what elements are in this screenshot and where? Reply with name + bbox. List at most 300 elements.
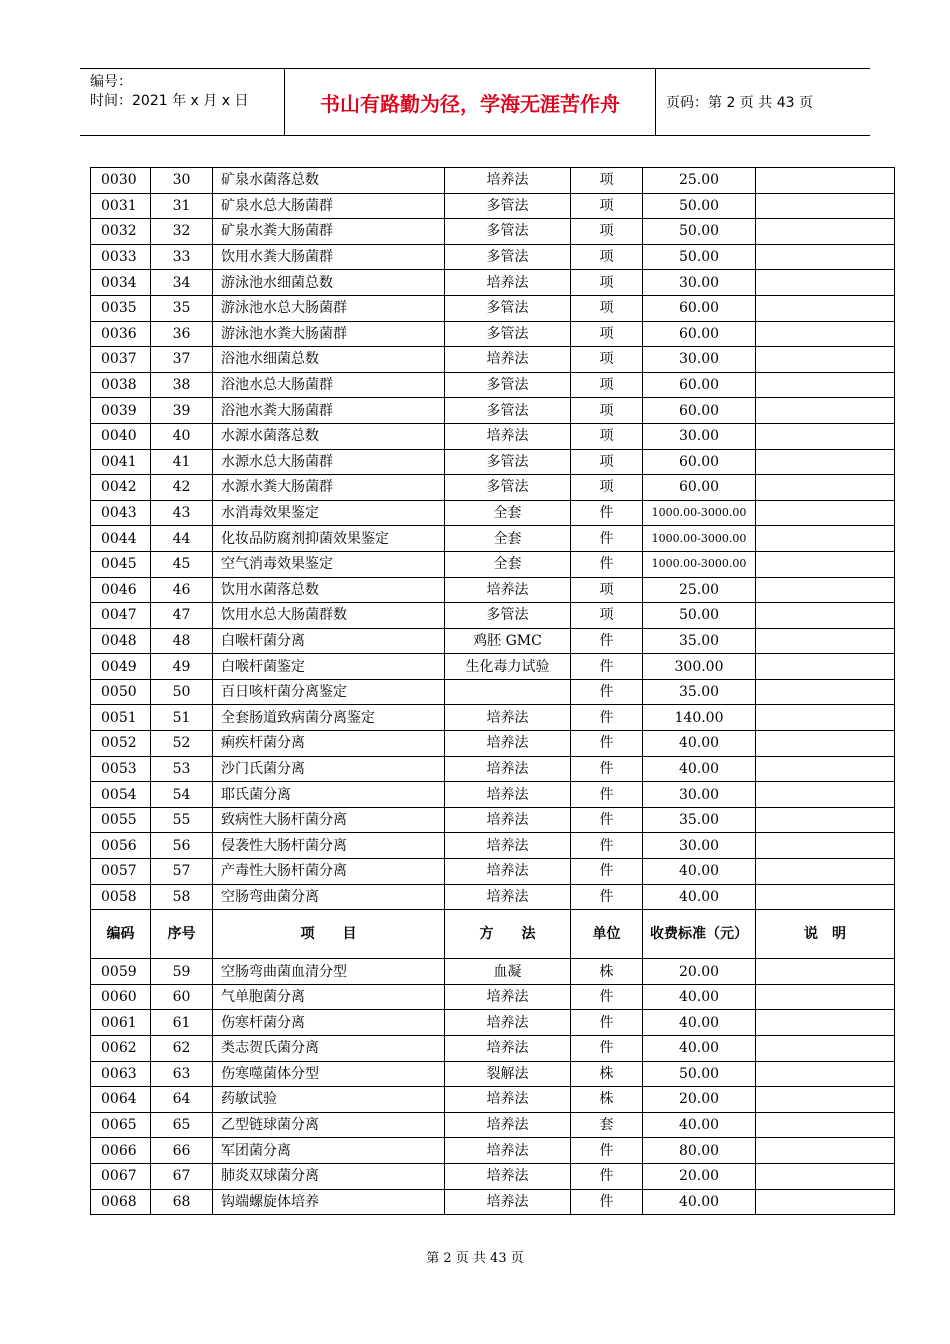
cell-method: 多管法 — [445, 475, 571, 501]
cell-item: 沙门氏菌分离 — [213, 756, 445, 782]
cell-fee: 40.00 — [643, 731, 756, 757]
table-row — [91, 782, 895, 808]
cell-item: 饮用水粪大肠菌群 — [213, 244, 445, 270]
cell-code: 0065 — [91, 1112, 151, 1138]
table-row — [91, 884, 895, 910]
cell-seq: 45 — [151, 551, 213, 577]
cell-code: 0059 — [91, 959, 151, 985]
cell-code: 0048 — [91, 628, 151, 654]
cell-seq: 30 — [151, 168, 213, 194]
cell-unit: 项 — [571, 449, 643, 475]
cell-fee: 35.00 — [643, 807, 756, 833]
cell-code: 0042 — [91, 475, 151, 501]
cell-note — [756, 807, 895, 833]
cell-method: 生化毒力试验 — [445, 654, 571, 680]
cell-unit: 件 — [571, 731, 643, 757]
cell-note — [756, 1138, 895, 1164]
cell-fee: 60.00 — [643, 295, 756, 321]
cell-note — [756, 551, 895, 577]
cell-code: 0043 — [91, 500, 151, 526]
cell-unit: 项 — [571, 475, 643, 501]
cell-fee: 40.00 — [643, 1010, 756, 1036]
cell-fee: 30.00 — [643, 833, 756, 859]
table-row — [91, 603, 895, 629]
cell-fee: 1000.00-3000.00 — [643, 526, 756, 552]
cell-code: 0040 — [91, 423, 151, 449]
cell-note — [756, 833, 895, 859]
cell-code: 0056 — [91, 833, 151, 859]
table-body-top — [91, 168, 895, 910]
cell-code: 0045 — [91, 551, 151, 577]
table-row — [91, 959, 895, 985]
cell-unit: 件 — [571, 1163, 643, 1189]
cell-unit: 项 — [571, 168, 643, 194]
cell-fee: 30.00 — [643, 423, 756, 449]
cell-item: 游泳池水粪大肠菌群 — [213, 321, 445, 347]
cell-note — [756, 1010, 895, 1036]
cell-fee: 60.00 — [643, 372, 756, 398]
cell-seq: 64 — [151, 1087, 213, 1113]
cell-method: 多管法 — [445, 398, 571, 424]
cell-item: 水源水粪大肠菌群 — [213, 475, 445, 501]
cell-item: 化妆品防腐剂抑菌效果鉴定 — [213, 526, 445, 552]
cell-unit: 件 — [571, 551, 643, 577]
cell-seq: 62 — [151, 1036, 213, 1062]
cell-item: 浴池水粪大肠菌群 — [213, 398, 445, 424]
cell-seq: 59 — [151, 959, 213, 985]
cell-item: 白喉杆菌分离 — [213, 628, 445, 654]
cell-item: 白喉杆菌鉴定 — [213, 654, 445, 680]
table-row — [91, 859, 895, 885]
cell-seq: 34 — [151, 270, 213, 296]
cell-note — [756, 603, 895, 629]
cell-seq: 55 — [151, 807, 213, 833]
cell-seq: 35 — [151, 295, 213, 321]
cell-seq: 68 — [151, 1189, 213, 1215]
header-meta — [80, 69, 284, 135]
cell-fee: 20.00 — [643, 959, 756, 985]
cell-note — [756, 449, 895, 475]
cell-seq: 46 — [151, 577, 213, 603]
table-row — [91, 449, 895, 475]
page-header — [80, 68, 870, 136]
table-row — [91, 321, 895, 347]
cell-unit: 项 — [571, 577, 643, 603]
cell-unit: 件 — [571, 679, 643, 705]
cell-unit: 项 — [571, 423, 643, 449]
cell-fee: 1000.00-3000.00 — [643, 551, 756, 577]
table-row — [91, 347, 895, 373]
cell-method: 培养法 — [445, 270, 571, 296]
cell-seq: 38 — [151, 372, 213, 398]
cell-unit: 件 — [571, 526, 643, 552]
table-row — [91, 1010, 895, 1036]
cell-code: 0039 — [91, 398, 151, 424]
table-row — [91, 1036, 895, 1062]
cell-seq: 40 — [151, 423, 213, 449]
cell-item: 游泳池水总大肠菌群 — [213, 295, 445, 321]
cell-method: 多管法 — [445, 372, 571, 398]
col-header-seq: 序号 — [151, 910, 213, 959]
cell-item: 水源水总大肠菌群 — [213, 449, 445, 475]
cell-method: 多管法 — [445, 603, 571, 629]
col-header-unit: 单位 — [571, 910, 643, 959]
cell-method: 培养法 — [445, 782, 571, 808]
cell-seq: 36 — [151, 321, 213, 347]
table-header-row-group — [91, 910, 895, 959]
cell-note — [756, 1189, 895, 1215]
cell-note — [756, 705, 895, 731]
cell-fee: 25.00 — [643, 168, 756, 194]
cell-method: 裂解法 — [445, 1061, 571, 1087]
cell-method: 多管法 — [445, 193, 571, 219]
cell-code: 0050 — [91, 679, 151, 705]
cell-code: 0062 — [91, 1036, 151, 1062]
cell-item: 肺炎双球菌分离 — [213, 1163, 445, 1189]
cell-method: 培养法 — [445, 577, 571, 603]
cell-item: 浴池水细菌总数 — [213, 347, 445, 373]
cell-code: 0032 — [91, 219, 151, 245]
cell-fee: 50.00 — [643, 193, 756, 219]
cell-item: 矿泉水总大肠菌群 — [213, 193, 445, 219]
table-row — [91, 628, 895, 654]
cell-fee: 30.00 — [643, 270, 756, 296]
col-header-fee-text: 收费标准（元） — [650, 926, 748, 943]
cell-item: 侵袭性大肠杆菌分离 — [213, 833, 445, 859]
cell-unit: 套 — [571, 1112, 643, 1138]
cell-method: 培养法 — [445, 1036, 571, 1062]
cell-note — [756, 500, 895, 526]
cell-unit: 件 — [571, 884, 643, 910]
cell-unit: 件 — [571, 1189, 643, 1215]
cell-unit: 件 — [571, 859, 643, 885]
cell-code: 0054 — [91, 782, 151, 808]
cell-seq: 53 — [151, 756, 213, 782]
code-label: 编号： — [90, 74, 132, 90]
table-row — [91, 1189, 895, 1215]
cell-seq: 65 — [151, 1112, 213, 1138]
table-row — [91, 984, 895, 1010]
cell-code: 0063 — [91, 1061, 151, 1087]
cell-method: 多管法 — [445, 219, 571, 245]
cell-fee: 60.00 — [643, 398, 756, 424]
time-label: 时间：2021 年 x 月 x 日 — [90, 93, 249, 109]
table-row — [91, 244, 895, 270]
cell-fee: 40.00 — [643, 1112, 756, 1138]
cell-seq: 42 — [151, 475, 213, 501]
cell-code: 0061 — [91, 1010, 151, 1036]
cell-method: 全套 — [445, 551, 571, 577]
cell-item: 伤寒杆菌分离 — [213, 1010, 445, 1036]
fee-table — [90, 167, 895, 1215]
table-row — [91, 731, 895, 757]
cell-seq: 67 — [151, 1163, 213, 1189]
cell-note — [756, 270, 895, 296]
cell-code: 0051 — [91, 705, 151, 731]
cell-method: 培养法 — [445, 1163, 571, 1189]
cell-seq: 57 — [151, 859, 213, 885]
cell-unit: 项 — [571, 270, 643, 296]
cell-method: 鸡胚 GMC — [445, 628, 571, 654]
table-row — [91, 679, 895, 705]
column-header-row — [91, 910, 895, 959]
cell-note — [756, 168, 895, 194]
cell-unit: 件 — [571, 984, 643, 1010]
cell-code: 0047 — [91, 603, 151, 629]
cell-item: 乙型链球菌分离 — [213, 1112, 445, 1138]
cell-code: 0031 — [91, 193, 151, 219]
cell-item: 气单胞菌分离 — [213, 984, 445, 1010]
table-row — [91, 1138, 895, 1164]
cell-note — [756, 1036, 895, 1062]
cell-unit: 件 — [571, 833, 643, 859]
cell-method: 培养法 — [445, 1138, 571, 1164]
cell-seq: 39 — [151, 398, 213, 424]
cell-method: 培养法 — [445, 859, 571, 885]
cell-method: 血凝 — [445, 959, 571, 985]
cell-code: 0066 — [91, 1138, 151, 1164]
col-header-method: 方 法 — [445, 910, 571, 959]
cell-seq: 41 — [151, 449, 213, 475]
cell-note — [756, 526, 895, 552]
cell-code: 0049 — [91, 654, 151, 680]
cell-item: 饮用水菌落总数 — [213, 577, 445, 603]
cell-seq: 33 — [151, 244, 213, 270]
cell-fee: 20.00 — [643, 1087, 756, 1113]
cell-item: 游泳池水细菌总数 — [213, 270, 445, 296]
cell-unit: 项 — [571, 347, 643, 373]
cell-unit: 件 — [571, 756, 643, 782]
cell-fee: 40.00 — [643, 984, 756, 1010]
cell-code: 0055 — [91, 807, 151, 833]
cell-method: 培养法 — [445, 731, 571, 757]
cell-method: 培养法 — [445, 833, 571, 859]
cell-method: 培养法 — [445, 168, 571, 194]
cell-note — [756, 398, 895, 424]
cell-note — [756, 859, 895, 885]
cell-code: 0033 — [91, 244, 151, 270]
cell-fee: 20.00 — [643, 1163, 756, 1189]
cell-method: 培养法 — [445, 1112, 571, 1138]
table-row — [91, 1163, 895, 1189]
cell-fee: 300.00 — [643, 654, 756, 680]
cell-unit: 件 — [571, 1036, 643, 1062]
cell-method: 培养法 — [445, 1010, 571, 1036]
page-footer: 第 2 页 共 43 页 — [426, 1251, 524, 1266]
cell-seq: 44 — [151, 526, 213, 552]
table-row — [91, 705, 895, 731]
cell-fee: 50.00 — [643, 1061, 756, 1087]
cell-fee: 60.00 — [643, 321, 756, 347]
cell-seq: 51 — [151, 705, 213, 731]
table-row — [91, 756, 895, 782]
table-row — [91, 219, 895, 245]
cell-fee: 40.00 — [643, 1189, 756, 1215]
cell-note — [756, 295, 895, 321]
cell-unit: 项 — [571, 398, 643, 424]
cell-unit: 件 — [571, 500, 643, 526]
table-row — [91, 193, 895, 219]
col-header-item: 项 目 — [213, 910, 445, 959]
cell-code: 0068 — [91, 1189, 151, 1215]
cell-seq: 37 — [151, 347, 213, 373]
cell-method: 多管法 — [445, 449, 571, 475]
cell-unit: 株 — [571, 1061, 643, 1087]
cell-unit: 项 — [571, 295, 643, 321]
table-row — [91, 398, 895, 424]
cell-fee: 40.00 — [643, 1036, 756, 1062]
cell-seq: 66 — [151, 1138, 213, 1164]
table-row — [91, 500, 895, 526]
cell-item: 空气消毒效果鉴定 — [213, 551, 445, 577]
cell-seq: 31 — [151, 193, 213, 219]
cell-code: 0038 — [91, 372, 151, 398]
cell-note — [756, 959, 895, 985]
cell-note — [756, 321, 895, 347]
cell-note — [756, 731, 895, 757]
col-header-note: 说 明 — [756, 910, 895, 959]
cell-item: 钩端螺旋体培养 — [213, 1189, 445, 1215]
cell-fee: 1000.00-3000.00 — [643, 500, 756, 526]
table-body-bottom — [91, 959, 895, 1215]
cell-code: 0057 — [91, 859, 151, 885]
table-row — [91, 168, 895, 194]
cell-method: 培养法 — [445, 1087, 571, 1113]
cell-item: 致病性大肠杆菌分离 — [213, 807, 445, 833]
cell-code: 0060 — [91, 984, 151, 1010]
cell-fee: 60.00 — [643, 475, 756, 501]
cell-unit: 项 — [571, 603, 643, 629]
cell-fee: 80.00 — [643, 1138, 756, 1164]
cell-code: 0058 — [91, 884, 151, 910]
cell-code: 0052 — [91, 731, 151, 757]
cell-item: 类志贺氏菌分离 — [213, 1036, 445, 1062]
cell-seq: 52 — [151, 731, 213, 757]
table-row — [91, 1087, 895, 1113]
cell-code: 0064 — [91, 1087, 151, 1113]
cell-unit: 件 — [571, 1138, 643, 1164]
table-row — [91, 423, 895, 449]
table-row — [91, 372, 895, 398]
cell-method: 全套 — [445, 526, 571, 552]
cell-item: 水消毒效果鉴定 — [213, 500, 445, 526]
cell-seq: 60 — [151, 984, 213, 1010]
cell-fee: 40.00 — [643, 756, 756, 782]
cell-fee: 60.00 — [643, 449, 756, 475]
cell-method: 多管法 — [445, 244, 571, 270]
cell-item: 空肠弯曲菌血清分型 — [213, 959, 445, 985]
cell-fee: 30.00 — [643, 782, 756, 808]
cell-note — [756, 756, 895, 782]
cell-method: 多管法 — [445, 295, 571, 321]
cell-fee: 50.00 — [643, 244, 756, 270]
cell-unit: 件 — [571, 807, 643, 833]
table-row — [91, 526, 895, 552]
cell-code: 0036 — [91, 321, 151, 347]
cell-item: 矿泉水菌落总数 — [213, 168, 445, 194]
cell-item: 浴池水总大肠菌群 — [213, 372, 445, 398]
cell-fee: 140.00 — [643, 705, 756, 731]
cell-code: 0046 — [91, 577, 151, 603]
cell-method: 培养法 — [445, 756, 571, 782]
cell-method: 全套 — [445, 500, 571, 526]
cell-seq: 47 — [151, 603, 213, 629]
cell-code: 0034 — [91, 270, 151, 296]
cell-fee: 35.00 — [643, 679, 756, 705]
cell-code: 0030 — [91, 168, 151, 194]
table-row — [91, 270, 895, 296]
cell-unit: 件 — [571, 654, 643, 680]
cell-fee: 50.00 — [643, 603, 756, 629]
cell-unit: 项 — [571, 219, 643, 245]
cell-fee: 40.00 — [643, 884, 756, 910]
cell-note — [756, 884, 895, 910]
cell-item: 矿泉水粪大肠菌群 — [213, 219, 445, 245]
cell-fee: 50.00 — [643, 219, 756, 245]
cell-method: 培养法 — [445, 884, 571, 910]
cell-item: 军团菌分离 — [213, 1138, 445, 1164]
table-row — [91, 551, 895, 577]
cell-fee: 30.00 — [643, 347, 756, 373]
cell-unit: 项 — [571, 193, 643, 219]
cell-note — [756, 193, 895, 219]
cell-item: 耶氏菌分离 — [213, 782, 445, 808]
table-row — [91, 833, 895, 859]
cell-seq: 63 — [151, 1061, 213, 1087]
cell-method: 培养法 — [445, 1189, 571, 1215]
cell-method: 培养法 — [445, 807, 571, 833]
cell-item: 药敏试验 — [213, 1087, 445, 1113]
cell-seq: 54 — [151, 782, 213, 808]
cell-unit: 项 — [571, 244, 643, 270]
cell-method: 培养法 — [445, 347, 571, 373]
table-row — [91, 475, 895, 501]
cell-seq: 58 — [151, 884, 213, 910]
cell-note — [756, 347, 895, 373]
cell-code: 0044 — [91, 526, 151, 552]
cell-code: 0041 — [91, 449, 151, 475]
header-motto: 书山有路勤为径，学海无涯苦作舟 — [284, 69, 656, 135]
cell-unit: 件 — [571, 705, 643, 731]
cell-code: 0035 — [91, 295, 151, 321]
col-header-code: 编码 — [91, 910, 151, 959]
table-row — [91, 295, 895, 321]
cell-method: 培养法 — [445, 705, 571, 731]
cell-note — [756, 372, 895, 398]
cell-unit: 项 — [571, 321, 643, 347]
cell-seq: 32 — [151, 219, 213, 245]
cell-unit: 株 — [571, 1087, 643, 1113]
cell-fee: 25.00 — [643, 577, 756, 603]
cell-seq: 49 — [151, 654, 213, 680]
cell-item: 百日咳杆菌分离鉴定 — [213, 679, 445, 705]
cell-code: 0067 — [91, 1163, 151, 1189]
cell-note — [756, 654, 895, 680]
cell-note — [756, 679, 895, 705]
cell-note — [756, 628, 895, 654]
table-row — [91, 654, 895, 680]
cell-item: 产毒性大肠杆菌分离 — [213, 859, 445, 885]
cell-seq: 56 — [151, 833, 213, 859]
cell-fee: 40.00 — [643, 859, 756, 885]
cell-note — [756, 423, 895, 449]
cell-unit: 项 — [571, 372, 643, 398]
cell-code: 0053 — [91, 756, 151, 782]
cell-code: 0037 — [91, 347, 151, 373]
table-row — [91, 1112, 895, 1138]
cell-item: 空肠弯曲菌分离 — [213, 884, 445, 910]
cell-note — [756, 1087, 895, 1113]
